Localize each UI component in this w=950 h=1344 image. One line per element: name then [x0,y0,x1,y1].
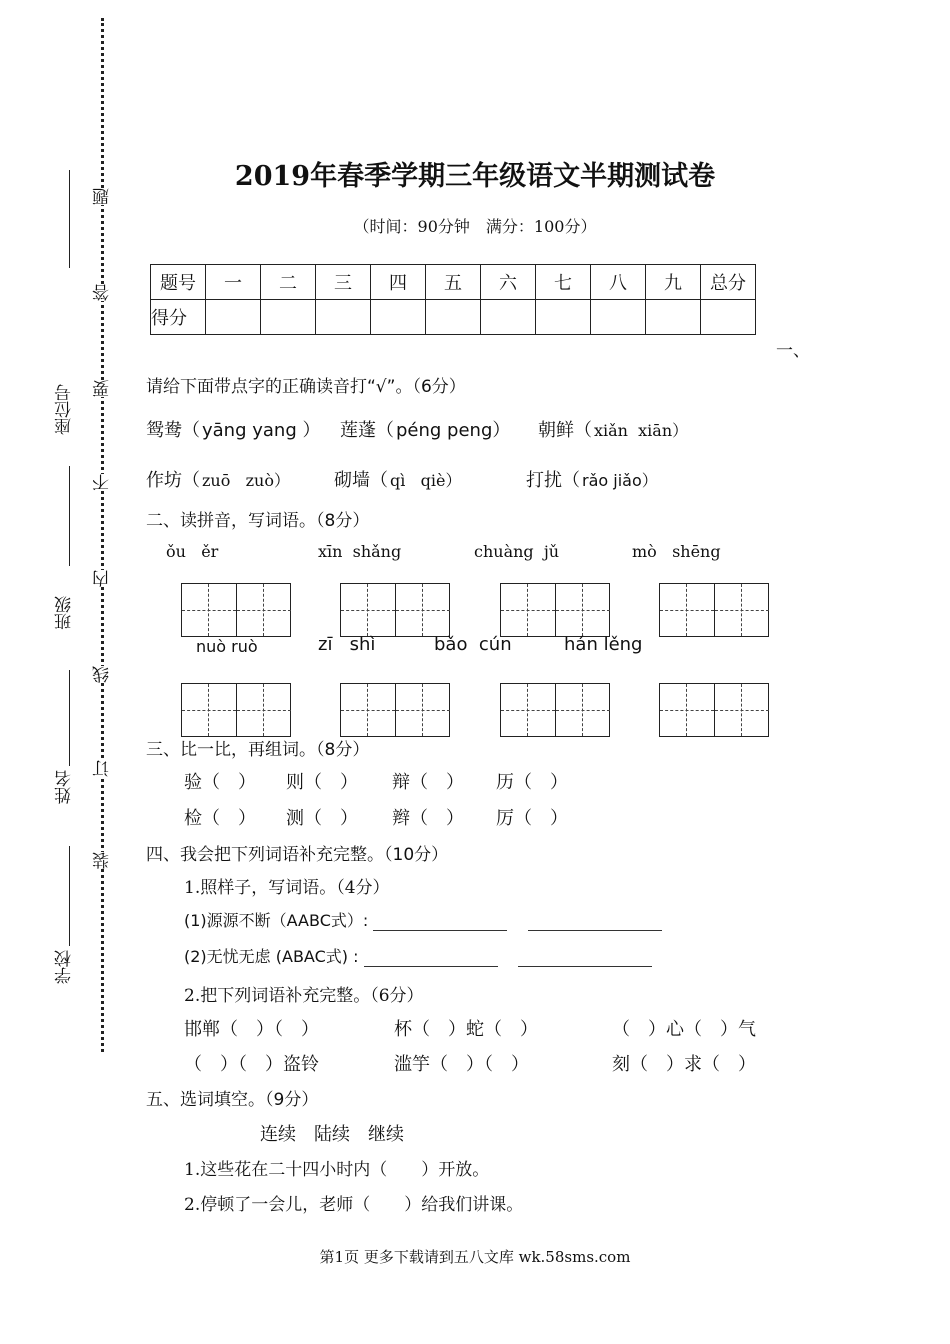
table-header-cell: 二 [261,265,316,300]
writing-grid[interactable] [659,583,769,637]
s4-idiom: 杯（ ）蛇（ ） [394,1019,538,1040]
s1-pinyin: yāng yang ） [202,420,321,441]
s3-item: 验（ ） [184,772,256,793]
s5-question: 1.这些花在二十四小时内（ ）开放。 [184,1160,490,1180]
s4-item2 [184,944,652,967]
score-cell[interactable] [261,300,316,335]
s5-choices: 连续 陆续 继续 [260,1124,404,1145]
table-header-cell: 七 [536,265,591,300]
score-cell[interactable] [481,300,536,335]
s4-item1 [184,908,662,931]
section3-heading: 三、比一比，再组词。（8分） [146,740,370,760]
table-header-cell: 四 [371,265,426,300]
school-label: 学校 [55,950,75,984]
score-cell[interactable] [536,300,591,335]
section1-heading: 请给下面带点字的正确读音打“√”。（6分） [146,377,466,397]
s2-pinyin: xīn shǎng [318,542,402,561]
writing-grid[interactable] [500,583,610,637]
s1-word: 作坊（ [146,470,200,491]
s5-question: 2.停顿了一会儿，老师（ ）给我们讲课。 [184,1195,524,1215]
section4-heading: 四、我会把下列词语补充完整。（10分） [146,845,449,865]
score-cell[interactable] [426,300,481,335]
margin-word: 内 [93,570,113,587]
seat-label: 座位号 [55,384,75,435]
school-underline [69,846,70,946]
score-cell[interactable] [701,300,756,335]
exam-info: （时间：90分钟 满分：100分） [353,217,597,236]
table-header-cell: 总分 [701,265,756,300]
section2-heading: 二、读拼音，写词语。（8分） [146,511,370,531]
s1-pinyin: zuō zuò） [202,471,290,490]
s3-item: 则（ ） [286,772,358,793]
s4-idiom: 刻（ ）求（ ） [612,1054,756,1075]
table-header-cell: 六 [481,265,536,300]
writing-grid[interactable] [340,683,450,737]
s4-sub1: 1.照样子，写词语。（4分） [184,878,390,898]
answer-blank[interactable] [528,914,662,931]
s2-pinyin: ǒu ěr [166,542,219,561]
s4-sub2: 2.把下列词语补充完整。（6分） [184,986,424,1006]
s2-pinyin: chuàng jǔ [474,542,560,561]
s2-pinyin: hán lěng [564,634,643,655]
score-cell[interactable] [316,300,371,335]
score-cell[interactable] [591,300,646,335]
margin-word: 不 [93,474,113,491]
s3-item: 检（ ） [184,808,256,829]
s4-item2-label: (2)无忧无虑 (ABAC式) : [184,947,359,966]
s4-idiom: 邯郸（ ）（ ） [184,1019,319,1040]
score-cell[interactable] [371,300,426,335]
score-cell[interactable] [206,300,261,335]
writing-grid[interactable] [181,683,291,737]
s1-pinyin: xiǎn xiān） [594,421,689,440]
s3-item: 历（ ） [496,772,568,793]
s2-pinyin: mò shēng [632,542,721,561]
s4-idiom: 滥竽（ ）（ ） [394,1054,529,1075]
writing-grid[interactable] [659,683,769,737]
class-underline [69,466,70,566]
table-header-cell: 一 [206,265,261,300]
score-row-label: 得分 [151,300,206,335]
s3-item: 辩（ ） [392,772,464,793]
s3-item: 厉（ ） [496,808,568,829]
s1-word: 鸳鸯（ [146,420,200,441]
writing-grid[interactable] [500,683,610,737]
s1-pinyin: péng peng） [396,420,511,441]
table-header-cell: 九 [646,265,701,300]
margin-word: 要 [93,380,113,397]
writing-grid[interactable] [340,583,450,637]
s2-pinyin: nuò ruò [196,637,258,656]
s1-word: 朝鲜（ [538,420,592,441]
table-header-cell: 题号 [151,265,206,300]
class-label: 班级 [55,596,75,630]
s1-pinyin: rǎo jiǎo） [582,471,658,490]
s1-word: 莲蓬（ [340,420,394,441]
margin-word: 装 [93,852,113,869]
name-underline [69,670,70,766]
section1-number: 一、 [776,341,810,361]
margin-word: 答 [93,284,113,301]
s4-item1-label: (1)源源不断（AABC式）: [184,911,369,930]
score-cell[interactable] [646,300,701,335]
s3-item: 辫（ ） [392,808,464,829]
s1-word: 打扰（ [526,470,580,491]
s4-idiom: （ ）心（ ）气 [612,1019,756,1040]
page-title: 2019年春季学期三年级语文半期测试卷 [234,161,716,192]
table-header-cell: 五 [426,265,481,300]
s1-pinyin: qì qiè） [390,471,462,490]
s4-idiom: （ ）（ ）盗铃 [184,1054,319,1075]
s3-item: 测（ ） [286,808,358,829]
margin-word: 订 [93,760,113,777]
s2-pinyin: bǎo cún [434,634,512,655]
margin-word: 线 [93,666,113,683]
name-label: 姓名 [55,770,75,804]
writing-grid[interactable] [181,583,291,637]
answer-blank[interactable] [364,950,498,967]
score-table [150,264,756,335]
answer-blank[interactable] [518,950,652,967]
s2-pinyin: zī shì [318,634,376,655]
section5-heading: 五、选词填空。（9分） [146,1090,319,1110]
answer-blank[interactable] [373,914,507,931]
page-footer: 第1页 更多下载请到五八文库 wk.58sms.com [319,1248,631,1266]
margin-word: 题 [93,188,113,205]
table-header-cell: 三 [316,265,371,300]
table-header-cell: 八 [591,265,646,300]
s1-word: 砌墙（ [334,470,388,491]
